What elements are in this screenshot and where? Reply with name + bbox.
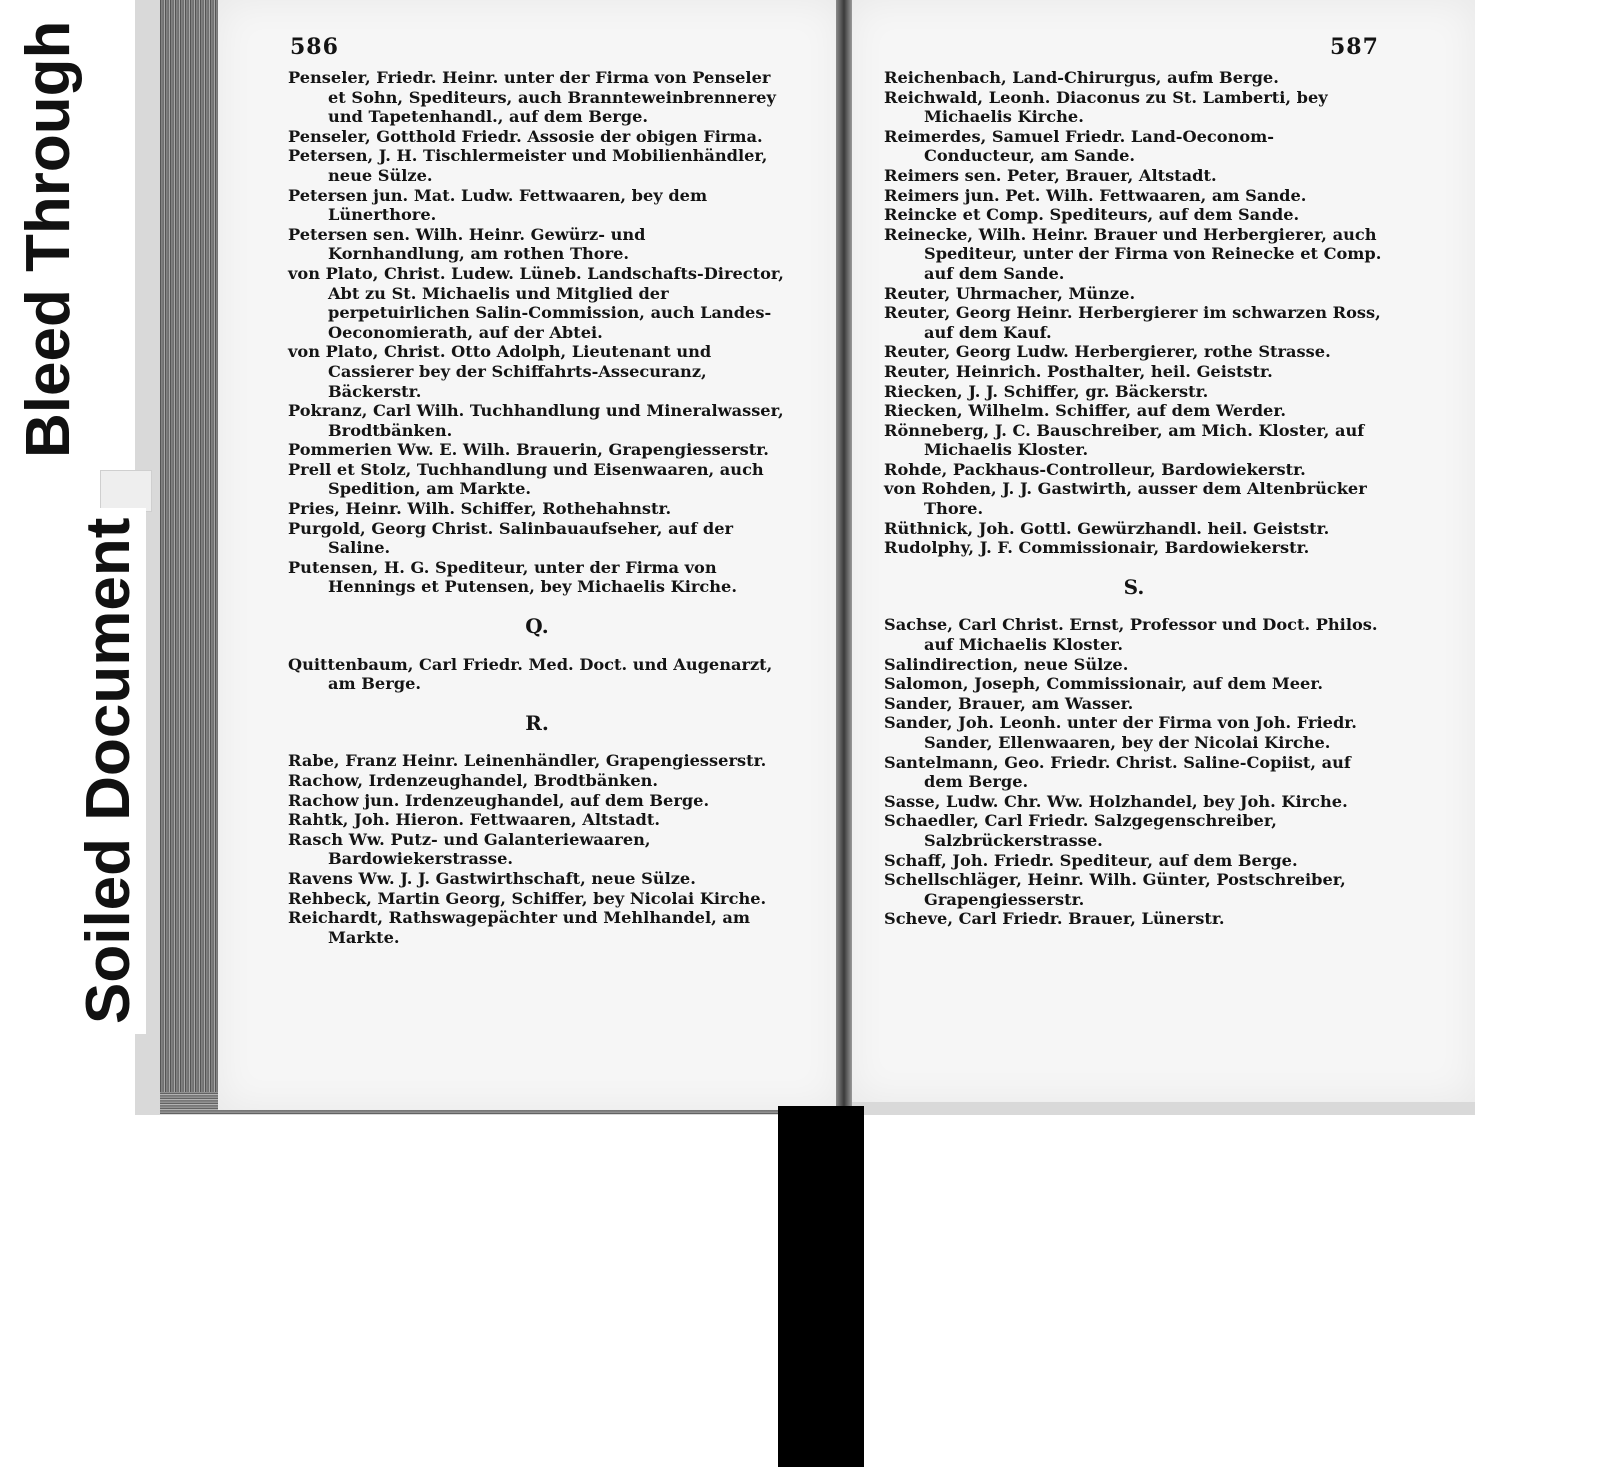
- directory-entry: Salomon, Joseph, Commissionair, auf dem Meer.: [884, 674, 1324, 694]
- label-tape: [100, 470, 152, 512]
- directory-entry: Rüthnick, Joh. Gottl. Gewürzhandl. heil. Geiststr.: [884, 518, 1330, 538]
- entries-r-continued: [884, 68, 1384, 558]
- page-number-right: 587: [1330, 34, 1379, 60]
- directory-entry: Santelmann, Geo. Friedr. Christ. Saline-Copiist, auf dem Berge.: [884, 752, 1351, 792]
- directory-entry: Schellschläger, Heinr. Wilh. Günter, Postschreiber, Grapengiesserstr.: [884, 870, 1346, 909]
- directory-entry: Rahtk, Joh. Hieron. Fettwaaren, Altstadt.: [288, 810, 660, 830]
- directory-entry: Purgold, Georg Christ. Salinbauaufseher, auf der Saline.: [288, 518, 734, 558]
- directory-entry: Reimerdes, Samuel Friedr. Land-Oeconom-Conducteur, am Sande.: [884, 126, 1274, 166]
- directory-entry: Schaedler, Carl Friedr. Salzgegenschreiber, Salzbrückerstrasse.: [884, 811, 1277, 850]
- directory-entry: Reichwald, Leonh. Diaconus zu St. Lamberti, bey Michaelis Kirche.: [884, 87, 1328, 127]
- left-page-text: [288, 68, 786, 947]
- directory-entry: Schaff, Joh. Friedr. Spediteur, auf dem Berge.: [884, 850, 1298, 870]
- directory-entry: Pries, Heinr. Wilh. Schiffer, Rothehahnstr.: [288, 499, 672, 519]
- page-number-left: 586: [290, 34, 339, 60]
- directory-entry: Ravens Ww. J. J. Gastwirthschaft, neue Sülze.: [288, 868, 696, 888]
- target-labels: [0, 0, 150, 1100]
- soiled-document-label: Soiled Document: [72, 508, 146, 1034]
- directory-entry: Rohde, Packhaus-Controlleur, Bardowiekerstr.: [884, 459, 1306, 479]
- directory-entry: Riecken, Wilhelm. Schiffer, auf dem Werder.: [884, 401, 1287, 421]
- directory-entry: Pokranz, Carl Wilh. Tuchhandlung und Mineralwasser, Brodtbänken.: [288, 401, 784, 440]
- directory-entry: Riecken, J. J. Schiffer, gr. Bäckerstr.: [884, 381, 1209, 401]
- directory-entry: Petersen jun. Mat. Ludw. Fettwaaren, bey dem Lünerthore.: [288, 185, 708, 225]
- section-heading-s: S.: [1123, 574, 1145, 599]
- directory-entry: Pommerien Ww. E. Wilh. Brauerin, Grapengiesserstr.: [288, 440, 769, 460]
- directory-entry: Sander, Joh. Leonh. unter der Firma von Joh. Friedr. Sander, Ellenwaaren, bey der Nicolai Kirche.: [884, 713, 1357, 752]
- directory-entry: von Rohden, J. J. Gastwirth, ausser dem Altenbrücker Thore.: [884, 479, 1367, 519]
- directory-entry: Reimers jun. Pet. Wilh. Fettwaaren, am Sande.: [884, 185, 1307, 205]
- directory-entry: Sasse, Ludw. Chr. Ww. Holzhandel, bey Joh. Kirche.: [884, 791, 1348, 811]
- book-page-edges: [160, 0, 220, 1112]
- directory-entry: Petersen, J. H. Tischlermeister und Mobilienhändler, neue Sülze.: [288, 146, 768, 185]
- directory-entry: Reuter, Georg Ludw. Herbergierer, rothe Strasse.: [884, 342, 1331, 362]
- directory-entry: Prell et Stolz, Tuchhandlung und Eisenwaaren, auch Spedition, am Markte.: [288, 459, 764, 499]
- directory-entry: Rabe, Franz Heinr. Leinenhändler, Grapengiesserstr.: [288, 751, 767, 771]
- directory-entry: Rachow, Irdenzeughandel, Brodtbänken.: [288, 771, 659, 790]
- directory-entry: Putensen, H. G. Spediteur, unter der Firma von Hennings et Putensen, bey Michaelis Kirche.: [288, 557, 737, 597]
- directory-entry: Quittenbaum, Carl Friedr. Med. Doct. und Augenarzt, am Berge.: [288, 654, 773, 694]
- entries-q: [288, 655, 786, 694]
- directory-entry: Reuter, Georg Heinr. Herbergierer im schwarzen Ross, auf dem Kauf.: [884, 303, 1381, 342]
- entries-s: [884, 615, 1384, 929]
- directory-entry: Rachow jun. Irdenzeughandel, auf dem Berge.: [288, 790, 710, 810]
- directory-entry: Salindirection, neue Sülze.: [884, 654, 1129, 674]
- directory-entry: Rudolphy, J. F. Commissionair, Bardowiekerstr.: [884, 538, 1310, 558]
- right-page-text: [884, 68, 1384, 929]
- directory-entry: Reimers sen. Peter, Brauer, Altstadt.: [884, 165, 1217, 185]
- directory-entry: Reichenbach, Land-Chirurgus, aufm Berge.: [884, 68, 1279, 87]
- directory-entry: Penseler, Friedr. Heinr. unter der Firma von Penseler et Sohn, Spediteurs, auch Brannteweinbrennerey und Tapetenhandl., auf dem Berge.: [288, 68, 776, 127]
- directory-entry: Rönneberg, J. C. Bauschreiber, am Mich. Kloster, auf Michaelis Kloster.: [884, 420, 1365, 460]
- directory-entry: Reuter, Heinrich. Posthalter, heil. Geiststr.: [884, 361, 1273, 381]
- entries-p: [288, 68, 786, 597]
- directory-entry: Rehbeck, Martin Georg, Schiffer, bey Nicolai Kirche.: [288, 888, 767, 908]
- entries-r: [288, 751, 786, 947]
- directory-entry: von Plato, Christ. Otto Adolph, Lieutenant und Cassierer bey der Schiffahrts-Assecuranz, Bäckerstr.: [288, 342, 712, 401]
- bookmark-ribbon: [778, 1106, 864, 1467]
- directory-entry: Petersen sen. Wilh. Heinr. Gewürz- und Kornhandlung, am rothen Thore.: [288, 224, 646, 264]
- directory-entry: Sander, Brauer, am Wasser.: [884, 693, 1134, 713]
- directory-entry: Reincke et Comp. Spediteurs, auf dem Sande.: [884, 205, 1300, 225]
- book-gutter: [836, 0, 852, 1106]
- directory-entry: Penseler, Gotthold Friedr. Assosie der obigen Firma.: [288, 126, 763, 146]
- directory-entry: von Plato, Christ. Ludew. Lüneb. Landschafts-Director, Abt zu St. Michaelis und Mitglied der perpetuirlichen Salin-Commission, auch Landes-Oeconomierath, auf der Abtei.: [288, 263, 784, 342]
- bleed-through-label: Bleed Through: [12, 11, 86, 468]
- directory-entry: Scheve, Carl Friedr. Brauer, Lünerstr.: [884, 909, 1225, 929]
- directory-entry: Reinecke, Wilh. Heinr. Brauer und Herbergierer, auch Spediteur, unter der Firma von Reinecke et Comp. auf dem Sande.: [884, 224, 1382, 283]
- section-heading-q: Q.: [525, 614, 549, 639]
- section-heading-r: R.: [525, 710, 549, 735]
- directory-entry: Sachse, Carl Christ. Ernst, Professor und Doct. Philos. auf Michaelis Kloster.: [884, 615, 1378, 655]
- directory-entry: Rasch Ww. Putz- und Galanteriewaaren, Bardowiekerstrasse.: [288, 829, 651, 869]
- directory-entry: Reichardt, Rathswagepächter und Mehlhandel, am Markte.: [288, 908, 751, 947]
- directory-entry: Reuter, Uhrmacher, Münze.: [884, 283, 1136, 303]
